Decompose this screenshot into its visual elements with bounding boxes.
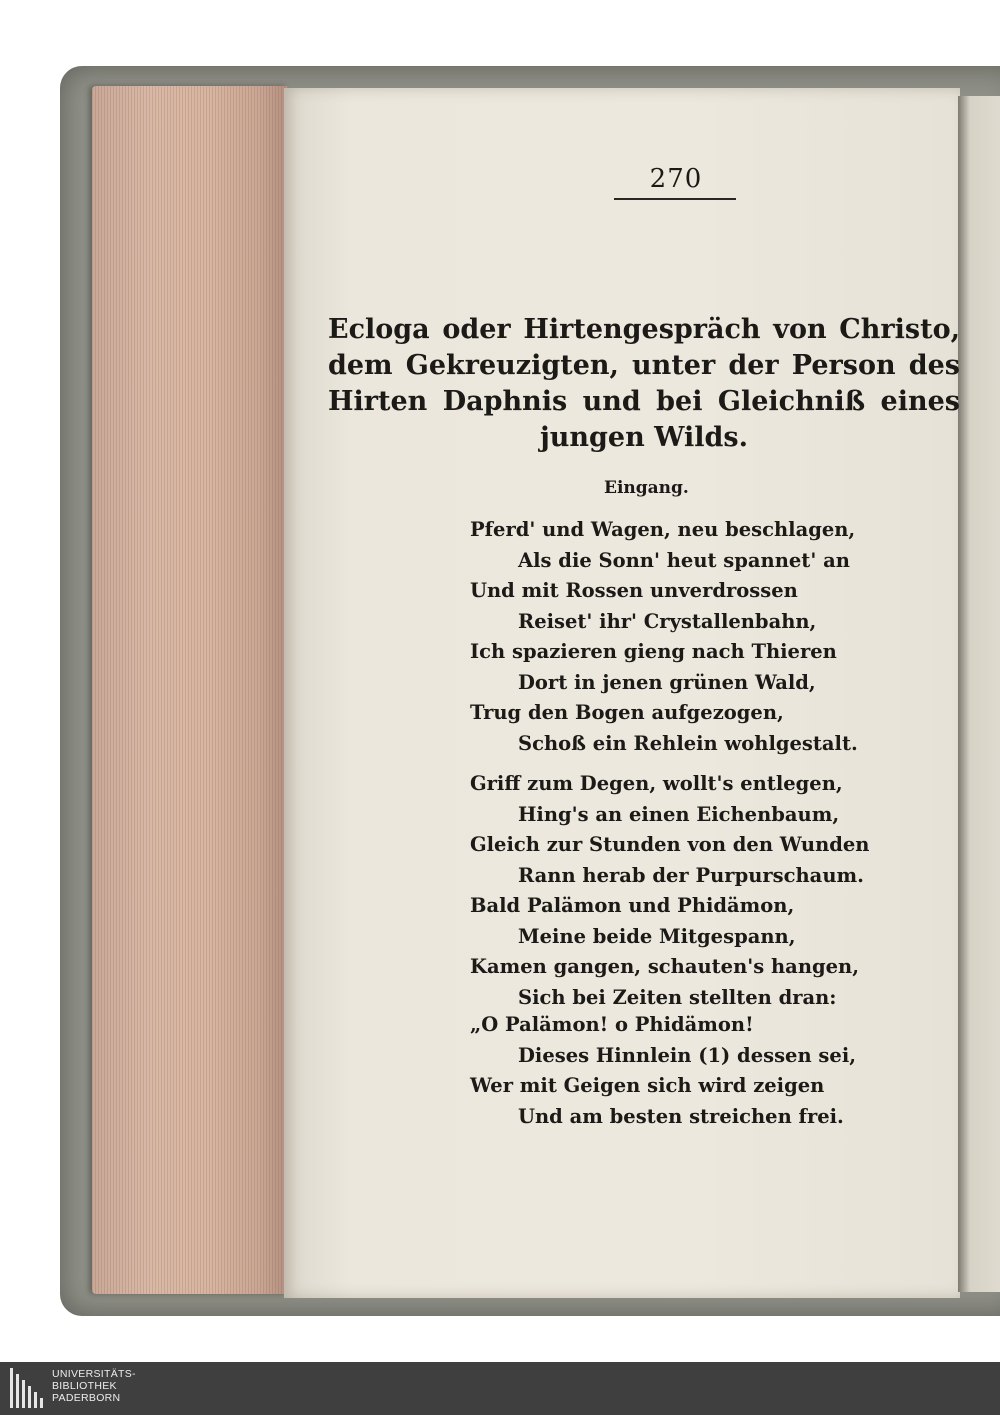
verse-line: Dort in jenen grünen Wald, [518,670,816,694]
page-text [284,88,960,1298]
verse-line: Rann herab der Purpurschaum. [518,863,864,887]
verse-line: Dieses Hinnlein (1) dessen sei, [518,1043,857,1067]
verse-line: Meine beide Mitgespann, [518,924,796,948]
verse-line: Und am besten streichen frei. [518,1104,844,1128]
verse-line: Griff zum Degen, wollt's entlegen, [470,772,843,795]
verse-line: Pferd' und Wagen, neu beschlagen, [470,518,856,541]
poem-title: Ecloga oder Hirtengespräch von Christo, dem Gekreuzigten, unter der Person des Hirten Daphnis und bei Gleichniß eines jungen Wilds. [328,314,960,453]
page-number-rule [614,198,736,200]
library-name-line: BIBLIOTHEK [52,1380,117,1392]
facing-page [958,96,1000,1292]
library-name [52,1368,136,1404]
library-name-line: UNIVERSITÄTS- [52,1368,136,1380]
page-number: 270 [649,164,703,194]
verse-line: Und mit Rossen unverdrossen [470,579,798,602]
stanza [470,769,869,1013]
verse-line: „O Palämon! o Phidämon! [470,1013,754,1036]
section-heading: Eingang. [604,478,689,498]
verse-line: Sich bei Zeiten stellten dran: [518,985,837,1009]
verse-line: Trug den Bogen aufgezogen, [470,701,784,724]
verse-line: Kamen gangen, schauten's hangen, [470,955,860,978]
verse-line: Ich spazieren gieng nach Thieren [470,640,837,663]
library-logo-icon [10,1368,44,1408]
stanza [470,1010,856,1132]
verse-line: Schoß ein Rehlein wohlgestalt. [518,731,858,755]
library-name-line: PADERBORN [52,1392,121,1404]
stanza [470,515,858,759]
verse-line: Reiset' ihr' Crystallenbahn, [518,609,817,633]
verse-line: Bald Palämon und Phidämon, [470,894,795,917]
verse-line: Als die Sonn' heut spannet' an [518,548,850,572]
verse-line: Hing's an einen Eichenbaum, [518,802,840,826]
library-footer [0,1362,1000,1415]
verse-line: Wer mit Geigen sich wird zeigen [470,1074,825,1097]
verse-line: Gleich zur Stunden von den Wunden [470,833,870,856]
page-edges [92,86,288,1294]
